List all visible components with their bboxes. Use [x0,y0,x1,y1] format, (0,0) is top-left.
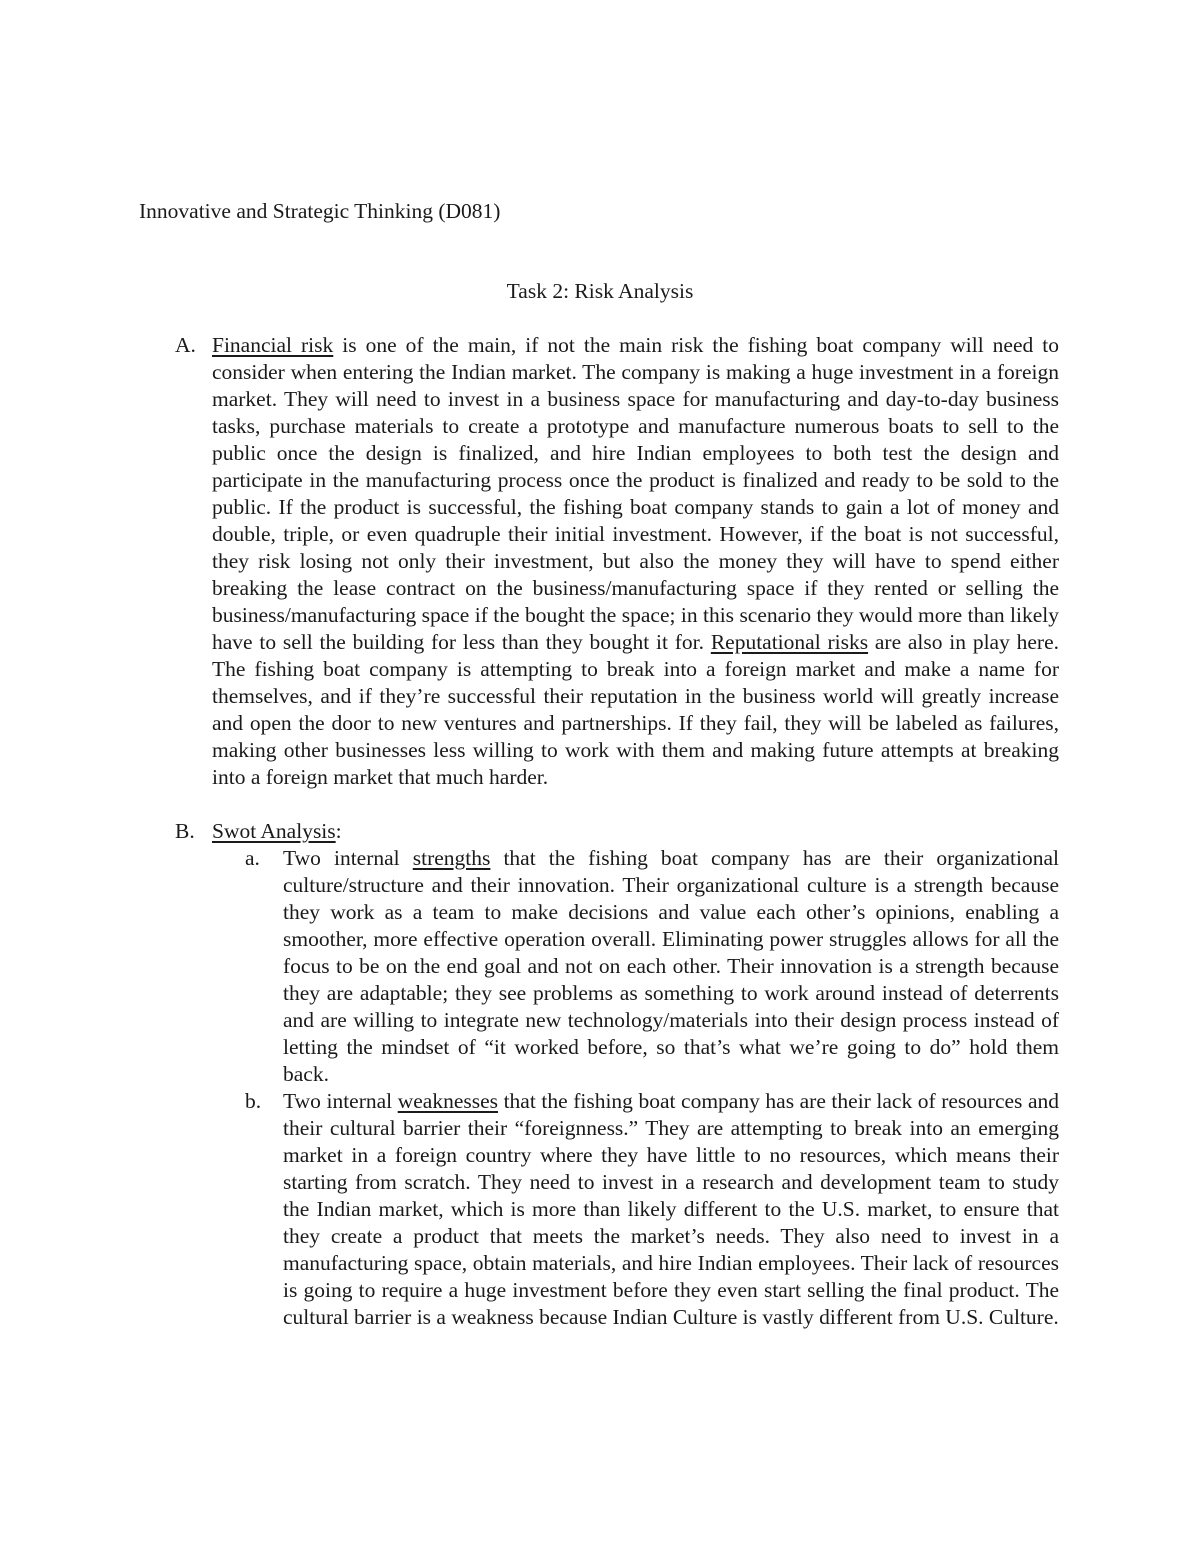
swot-item-strengths [139,845,1059,1088]
section-b-marker: B. [175,819,195,843]
reputational-risks-term: Reputational risks [710,630,869,654]
section-a-text-1: is one of the main, if not the main risk the fishing boat company will need to consider when entering the Indian market. The company is making a huge investment in a foreign market. They will need to invest in a business space for manufacturing and day-to-day business tasks, purchase materials to create a prototype and manufacture numerous boats to sell to the public once the design is finalized, and hire Indian employees to both test the design and participate in the manufacturing process once the product is finalized and ready to be sold to the public. If the product is successful, the fishing boat company stands to gain a lot of money and double, triple, or even quadruple their initial investment. However, if the boat is not successful, they risk losing not only their investment, but also the money they will have to spend either breaking the lease contract on the business/manufacturing space if they rented or selling the business/manufacturing space if the bought the space; in this scenario they would more than likely have to sell the building for less than they bought it for. [212,333,1059,654]
task-title: Task 2: Risk Analysis [506,279,694,303]
swot-analysis-term: Swot Analysis [212,819,336,843]
swot-item-marker: b. [245,1089,262,1113]
weaknesses-term: weaknesses [397,1089,499,1113]
section-a-marker: A. [175,333,196,357]
section-a-text-2: are also in play here. The fishing boat company is attempting to break into a foreign market and make a name for themselves, and if they’re successful their reputation in the business world will greatly increase and open the door to new ventures and partnerships. If they fail, they will be labeled as failures, making other businesses less willing to work with them and making future attempts at breaking into a foreign market that much harder. [212,630,1059,789]
strengths-term: strengths [412,846,491,870]
swot-analysis-suffix: : [335,819,342,843]
swot-item-marker: a. [245,846,260,870]
swot-item-weaknesses [139,1088,1059,1331]
section-b-swot-heading [139,818,1059,845]
section-a-paragraph [212,332,1059,791]
financial-risk-term: Financial risk [212,333,334,357]
section-a-financial-risk [139,332,1059,791]
swot-strengths-paragraph: Two internal strengths that the fishing boat company has are their organizational culture/structure and their innovation. Their organizational culture is a strength because they work as a team to make decisions and value each other’s opinions, enabling a smoother, more effective operation overall. Eliminating power struggles allows for all the focus to be on the end goal and not on each other. Their innovation is a strength because they are adaptable; they see problems as something to work around instead of deterrents and are willing to integrate new technology/materials into their design process instead of letting the mindset of “it worked before, so that’s what we’re going to do” hold them back. [283,846,1059,1086]
course-title: Innovative and Strategic Thinking (D081) [139,199,501,223]
swot-weaknesses-paragraph: Two internal weaknesses that the fishing boat company has are their lack of resources and their cultural barrier their “foreignness.” They are attempting to break into an emerging market in a foreign country where they have little to no resources, which means their starting from scratch. They need to invest in a research and development team to study the Indian market, which is more than likely different to the U.S. market, to ensure that they create a product that meets the market’s needs. They also need to invest in a manufacturing space, obtain materials, and hire Indian employees. Their lack of resources is going to require a huge investment before they even start selling the final product. The cultural barrier is a weakness because Indian Culture is vastly different from U.S. Culture. [283,1089,1059,1329]
